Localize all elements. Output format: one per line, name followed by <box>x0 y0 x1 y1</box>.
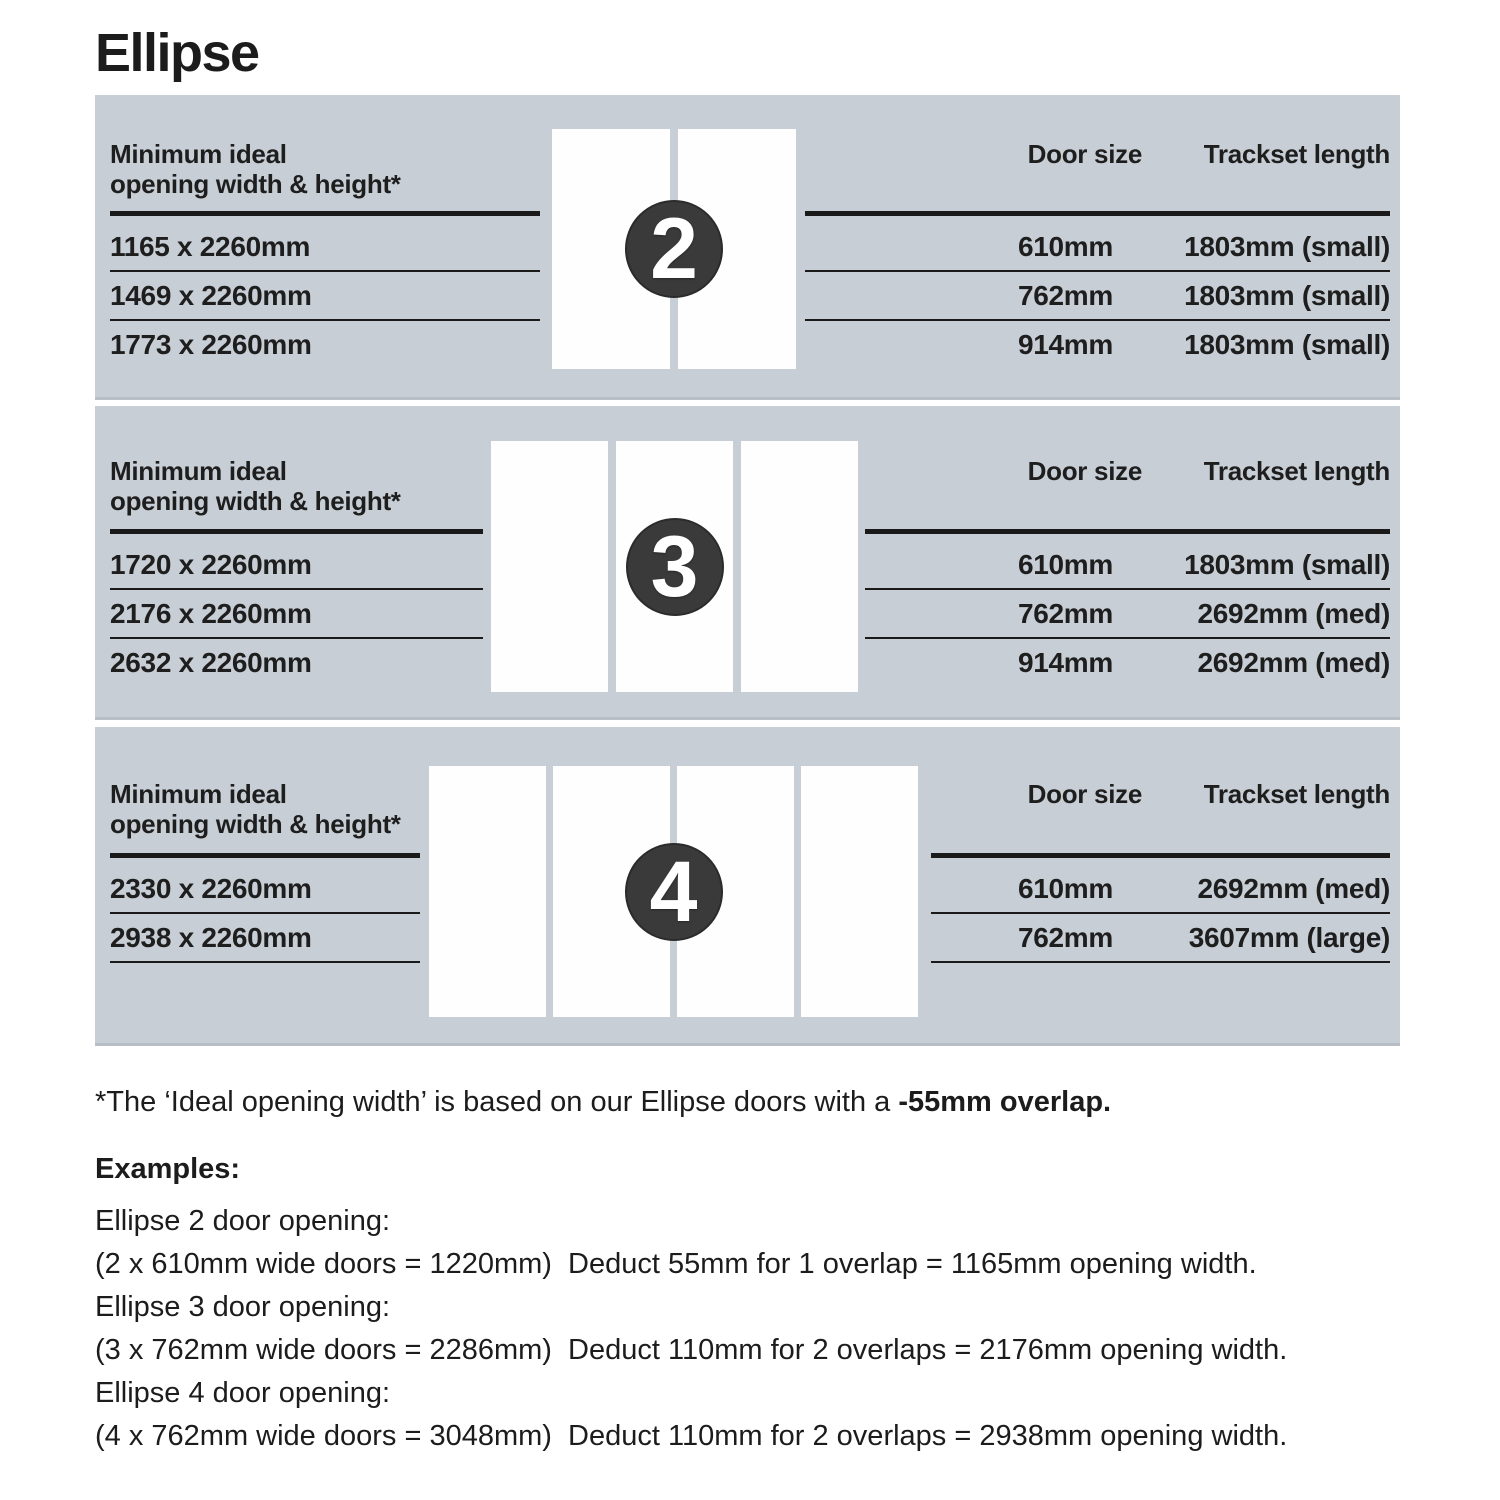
section-2-door <box>95 95 1400 400</box>
opening-row: 1469 x 2260mm <box>110 279 312 311</box>
trackset-table-2door <box>805 95 1390 397</box>
door-panel <box>801 766 918 1017</box>
opening-row: 1720 x 2260mm <box>110 548 312 580</box>
opening-size-rows <box>110 211 540 368</box>
door-size-header: Door size <box>1027 139 1142 169</box>
door-count-badge: 2 <box>625 200 723 298</box>
footnote-text: *The ‘Ideal opening width’ is based on our Ellipse doors with a <box>95 1086 899 1118</box>
trackset-table-header <box>805 139 1390 169</box>
opening-size-header <box>110 779 401 839</box>
opening-row: 2632 x 2260mm <box>110 646 312 678</box>
door-size-value: 610mm <box>1017 549 1113 580</box>
opening-size-header-line2: opening width & height* <box>110 809 401 839</box>
trackset-value: 2692mm (med) <box>1197 598 1390 629</box>
row-divider <box>931 961 1390 963</box>
header-rule <box>110 529 483 534</box>
trackset-value: 3607mm (large) <box>1188 922 1390 953</box>
opening-size-table-4door <box>110 727 420 1043</box>
trackset-table-header <box>931 779 1390 809</box>
door-size-value: 610mm <box>1017 873 1113 904</box>
trackset-rows <box>805 211 1390 368</box>
trackset-table-3door <box>865 406 1390 717</box>
trackset-value: 1803mm (small) <box>1184 280 1390 311</box>
door-count-badge: 3 <box>626 518 724 616</box>
footnote-bold-overlap: -55mm overlap. <box>898 1086 1112 1118</box>
trackset-table-4door <box>931 727 1390 1043</box>
trackset-row <box>865 639 1390 686</box>
opening-size-table-3door <box>110 406 483 717</box>
door-size-value: 762mm <box>1017 598 1113 629</box>
trackset-table-header <box>865 456 1390 486</box>
trackset-length-header: Trackset length <box>1203 139 1390 169</box>
door-count-badge: 4 <box>625 843 723 941</box>
opening-size-header <box>110 139 401 199</box>
header-rule <box>865 529 1390 534</box>
header-rule <box>110 853 420 858</box>
opening-size-header-line1: Minimum ideal <box>110 779 287 809</box>
section-3-door <box>95 406 1400 720</box>
door-panel <box>429 766 546 1017</box>
trackset-length-header: Trackset length <box>1203 456 1390 486</box>
door-size-value: 762mm <box>1017 922 1113 953</box>
trackset-value: 2692mm (med) <box>1197 647 1390 678</box>
trackset-row <box>805 272 1390 319</box>
trackset-row <box>865 590 1390 637</box>
opening-size-header <box>110 456 401 516</box>
header-rule <box>931 853 1390 858</box>
trackset-length-header: Trackset length <box>1203 779 1390 809</box>
opening-row: 2330 x 2260mm <box>110 872 312 904</box>
opening-size-header-line2: opening width & height* <box>110 486 401 516</box>
trackset-value: 1803mm (small) <box>1184 231 1390 262</box>
opening-size-header-line2: opening width & height* <box>110 169 401 199</box>
door-panel <box>741 441 858 692</box>
door-diagram-2 <box>552 129 796 369</box>
examples-block <box>95 1148 1455 1458</box>
trackset-value: 1803mm (small) <box>1184 549 1390 580</box>
opening-size-rows <box>110 529 483 686</box>
opening-row: 2176 x 2260mm <box>110 597 312 629</box>
door-size-value: 914mm <box>1017 647 1113 678</box>
opening-row: 1773 x 2260mm <box>110 328 312 360</box>
trackset-value: 1803mm (small) <box>1184 329 1390 360</box>
header-rule <box>805 211 1390 216</box>
overlap-footnote <box>95 1082 1435 1122</box>
examples-heading: Examples: <box>95 1153 241 1185</box>
row-divider <box>110 961 420 963</box>
door-size-value: 610mm <box>1017 231 1113 262</box>
opening-size-header-line1: Minimum ideal <box>110 456 287 486</box>
example-line: Ellipse 2 door opening: <box>95 1205 391 1237</box>
opening-size-header-line1: Minimum ideal <box>110 139 287 169</box>
trackset-rows <box>865 529 1390 686</box>
opening-size-table-2door <box>110 95 540 397</box>
door-size-value: 914mm <box>1017 329 1113 360</box>
example-line: Ellipse 4 door opening: <box>95 1377 391 1409</box>
door-diagram-3 <box>491 441 858 692</box>
trackset-row <box>805 321 1390 368</box>
page-title: Ellipse <box>95 23 259 83</box>
opening-size-rows <box>110 853 420 963</box>
door-size-header: Door size <box>1027 779 1142 809</box>
trackset-row <box>865 541 1390 588</box>
door-diagram-4 <box>429 766 918 1017</box>
door-panel <box>491 441 608 692</box>
section-4-door <box>95 727 1400 1046</box>
opening-row: 1165 x 2260mm <box>110 230 311 262</box>
example-line: (2 x 610mm wide doors = 1220mm) Deduct 55mm for 1 overlap = 1165mm opening width. <box>95 1248 1257 1280</box>
trackset-value: 2692mm (med) <box>1197 873 1390 904</box>
door-size-value: 762mm <box>1017 280 1113 311</box>
trackset-rows <box>931 853 1390 963</box>
trackset-row <box>931 865 1390 912</box>
trackset-row <box>805 223 1390 270</box>
example-line: Ellipse 3 door opening: <box>95 1291 391 1323</box>
door-size-header: Door size <box>1027 456 1142 486</box>
opening-row: 2938 x 2260mm <box>110 921 312 953</box>
trackset-row <box>931 914 1390 961</box>
header-rule <box>110 211 540 216</box>
example-line: (4 x 762mm wide doors = 3048mm) Deduct 110mm for 2 overlaps = 2938mm opening width. <box>95 1420 1288 1452</box>
example-line: (3 x 762mm wide doors = 2286mm) Deduct 110mm for 2 overlaps = 2176mm opening width. <box>95 1334 1288 1366</box>
